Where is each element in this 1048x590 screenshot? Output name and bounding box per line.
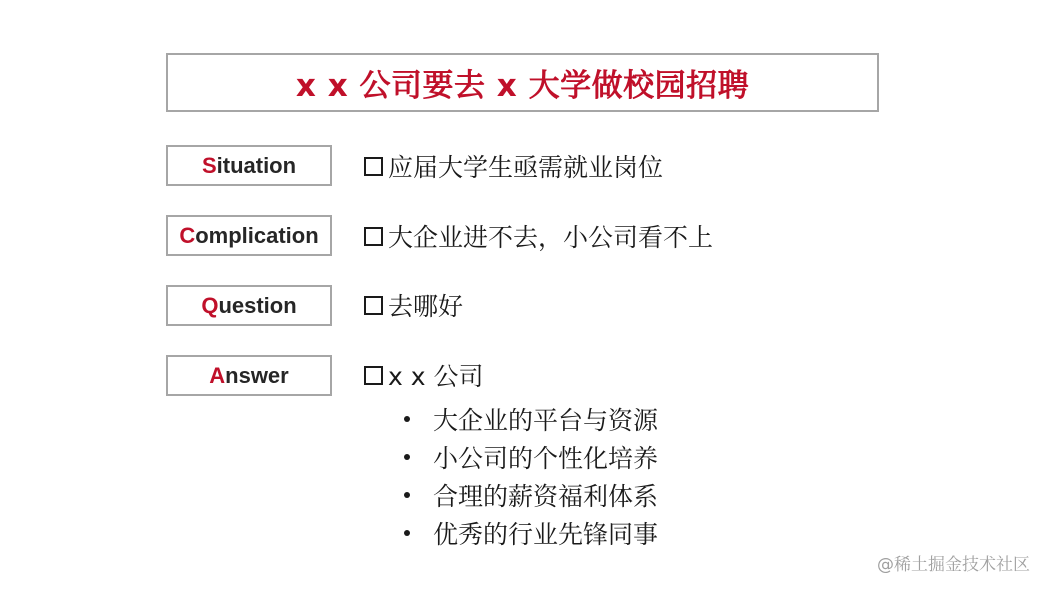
complication-text-row — [364, 220, 713, 252]
list-item — [402, 400, 658, 438]
answer-point-text: 小公司的个性化培养 — [433, 444, 659, 473]
label-answer — [166, 355, 332, 396]
label-complication — [166, 215, 332, 256]
title-box — [166, 53, 879, 112]
label-question — [166, 285, 332, 326]
checkbox-icon — [364, 366, 383, 385]
watermark: @稀土掘金技术社区 — [877, 555, 1030, 575]
bullet-dot-icon — [404, 530, 410, 536]
answer-text-row — [364, 359, 483, 391]
answer-points-list — [402, 400, 658, 552]
bullet-dot-icon — [404, 492, 410, 498]
label-rest: ituation — [216, 152, 297, 178]
list-item — [402, 514, 658, 552]
list-item — [402, 438, 658, 476]
checkbox-icon — [364, 296, 383, 315]
answer-point-text: 合理的薪资福利体系 — [433, 482, 659, 511]
answer-text: x x 公司 — [388, 362, 484, 391]
list-item — [402, 476, 658, 514]
question-text: 去哪好 — [388, 292, 464, 321]
bullet-dot-icon — [404, 454, 410, 460]
answer-point-text: 大企业的平台与资源 — [433, 406, 659, 435]
label-rest: omplication — [195, 222, 319, 248]
bullet-dot-icon — [404, 416, 410, 422]
checkbox-icon — [364, 227, 383, 246]
complication-text: 大企业进不去，小公司看不上 — [388, 223, 714, 252]
label-situation — [166, 145, 332, 186]
slide-title: x x 公司要去 x 大学做校园招聘 — [295, 68, 750, 104]
situation-text: 应届大学生亟需就业岗位 — [388, 153, 664, 182]
answer-point-text: 优秀的行业先锋同事 — [433, 520, 659, 549]
label-initial: S — [201, 152, 217, 178]
label-initial: A — [209, 362, 226, 388]
situation-text-row — [364, 150, 663, 182]
label-rest: nswer — [225, 362, 289, 388]
label-initial: Q — [201, 292, 219, 318]
checkbox-icon — [364, 157, 383, 176]
question-text-row — [364, 289, 463, 321]
label-initial: C — [179, 222, 196, 248]
label-rest: uestion — [218, 292, 297, 318]
